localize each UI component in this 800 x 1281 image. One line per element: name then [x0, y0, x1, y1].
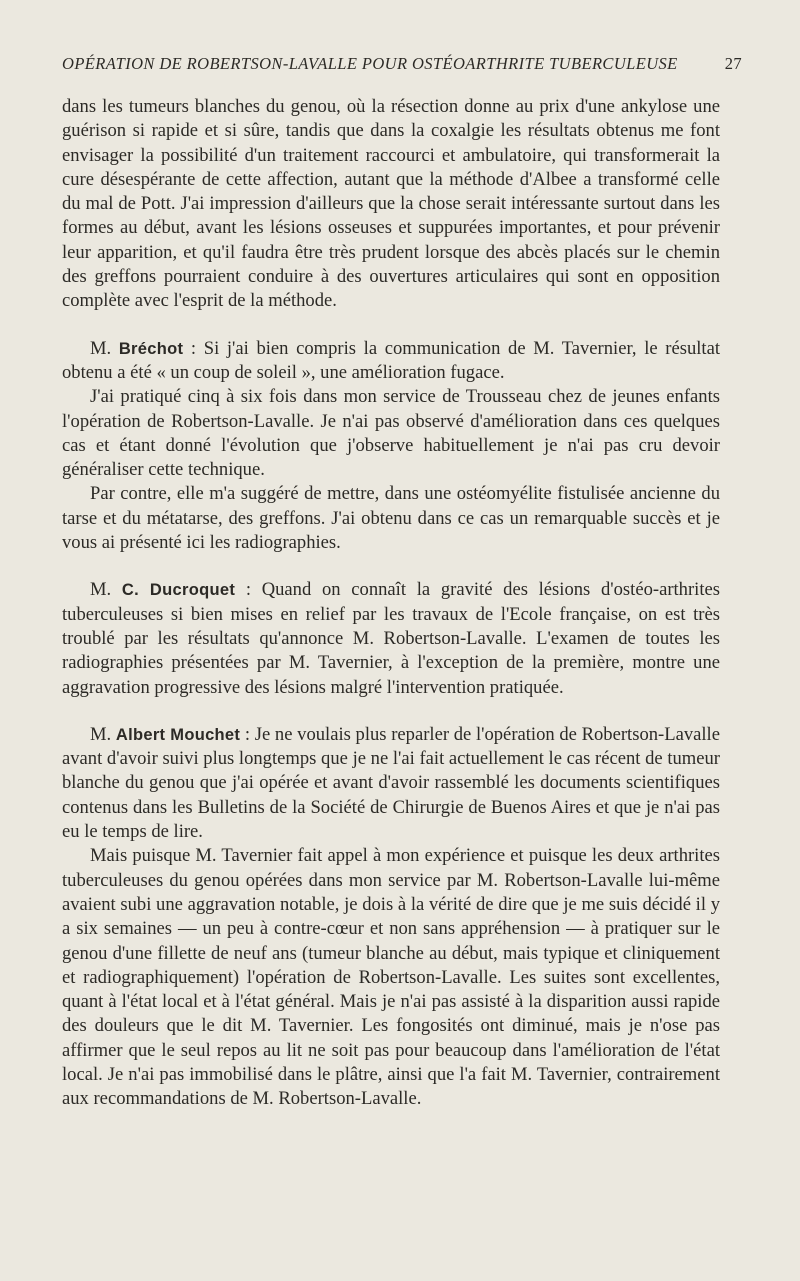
page-number: 27	[724, 54, 742, 73]
speaker-name-ducroquet: C. Ducroquet	[121, 581, 236, 600]
section-gap	[62, 700, 720, 723]
speaker-name-brechot: Bréchot	[118, 339, 184, 358]
speaker-prefix: M.	[90, 337, 119, 359]
speaker-name-mouchet: Albert Mouchet	[115, 725, 241, 744]
section-gap	[62, 314, 720, 337]
running-title: OPÉRATION DE ROBERTSON-LAVALLE POUR OSTÉOARTHRITE TUBERCULEUSE	[62, 54, 678, 73]
paragraph-continuation: dans les tumeurs blanches du genou, où la résection donne au prix d'une ankylose une guérison si rapide et si sûre, tandis que dans la coxalgie les résultats obtenus me font envisager la possibilité d'un traitement raccourci et ambulatoire, qui transformerait la cure désespérante de cette affection, autant que la méthode d'Albee a transformé celle du mal de Pott. J'ai impression d'ailleurs que la chose serait intéressante surtout dans les formes au début, avant les lésions osseuses et suppurées importantes, et pour prévenir leur apparition, et qu'il faudra être très prudent lorsque des abcès placés sur le chemin des greffons pourraient conduire à des ouvertures articulaires qui sont en opposition complète avec l'esprit de la méthode.	[62, 96, 720, 312]
paragraph-mouchet-1	[62, 723, 720, 844]
paragraph-text: : Quand on connaît la gravité des lésions d'ostéo-arthrites tuberculeuses si bien mises en relief par les travaux de l'Ecole française, on est très troublé par les résultats qu'annonce M. Robertson-Lavalle. L'examen de toutes les radiographies présentées par M. Tavernier, à l'exception de la première, montre une aggravation progressive des lésions malgré l'intervention pratiquée.	[62, 579, 720, 698]
paragraph-mouchet-2: Mais puisque M. Tavernier fait appel à mon expérience et puisque les deux arthrites tuberculeuses du genou opérées dans mon service par M. Robertson-Lavalle lui-même avaient subi une aggravation notable, je dois à la vérité de dire que je me suis décidé il y a six semaines — un peu à contre-cœur et non sans appréhension — à pratiquer sur le genou d'une fillette de neuf ans (tumeur blanche au début, mais typique et cliniquement et radiographiquement) l'opération de Robertson-Lavalle. Les suites sont excellentes, quant à l'état local et à l'état général. Mais je n'ai pas assisté à la disparition aussi rapide des douleurs que le dit M. Tavernier. Les fongosités ont diminué, mais je n'ose pas affirmer que le seul repos au lit ne soit pas pour beaucoup dans l'amélioration de l'état local. Je n'ai pas immobilisé dans le plâtre, ainsi que l'a fait M. Tavernier, contrairement aux recommandations de M. Robertson-Lavalle.	[62, 845, 720, 1110]
paragraph-brechot-2: J'ai pratiqué cinq à six fois dans mon service de Trousseau chez de jeunes enfants l'opération de Robertson-Lavalle. Je n'ai pas observé d'amélioration dans ces quelques cas et étant donné l'évolution que j'observe habituellement je n'ai pas cru devoir généraliser cette technique.	[62, 386, 720, 481]
paragraph-text: : Si j'ai bien compris la communication de M. Tavernier, le résultat obtenu a été « un coup de soleil », une amélioration fugace.	[62, 337, 720, 383]
body-text	[62, 95, 720, 1112]
speaker-prefix: M.	[90, 723, 116, 745]
section-gap	[62, 555, 720, 578]
paragraph-brechot-3: Par contre, elle m'a suggéré de mettre, dans une ostéomyélite fistulisée ancienne du tarse et du métatarse, des greffons. J'ai obtenu dans ce cas un remarquable succès et je vous ai présenté ici les radiographies.	[62, 483, 720, 554]
paragraph-ducroquet-1	[62, 578, 720, 699]
paragraph-brechot-1	[62, 337, 720, 386]
running-header	[62, 54, 742, 74]
paragraph-text: : Je ne voulais plus reparler de l'opération de Robertson-Lavalle avant d'avoir suivi plus longtemps que je ne l'ai fait actuellement le cas récent de tumeur blanche du genou que j'ai opérée et avant d'avoir rassemblé les documents scientifiques contenus dans les Bulletins de la Société de Chirurgie de Buenos Aires et que je n'ai pas eu le temps de lire.	[62, 723, 720, 843]
speaker-prefix: M.	[90, 579, 122, 601]
